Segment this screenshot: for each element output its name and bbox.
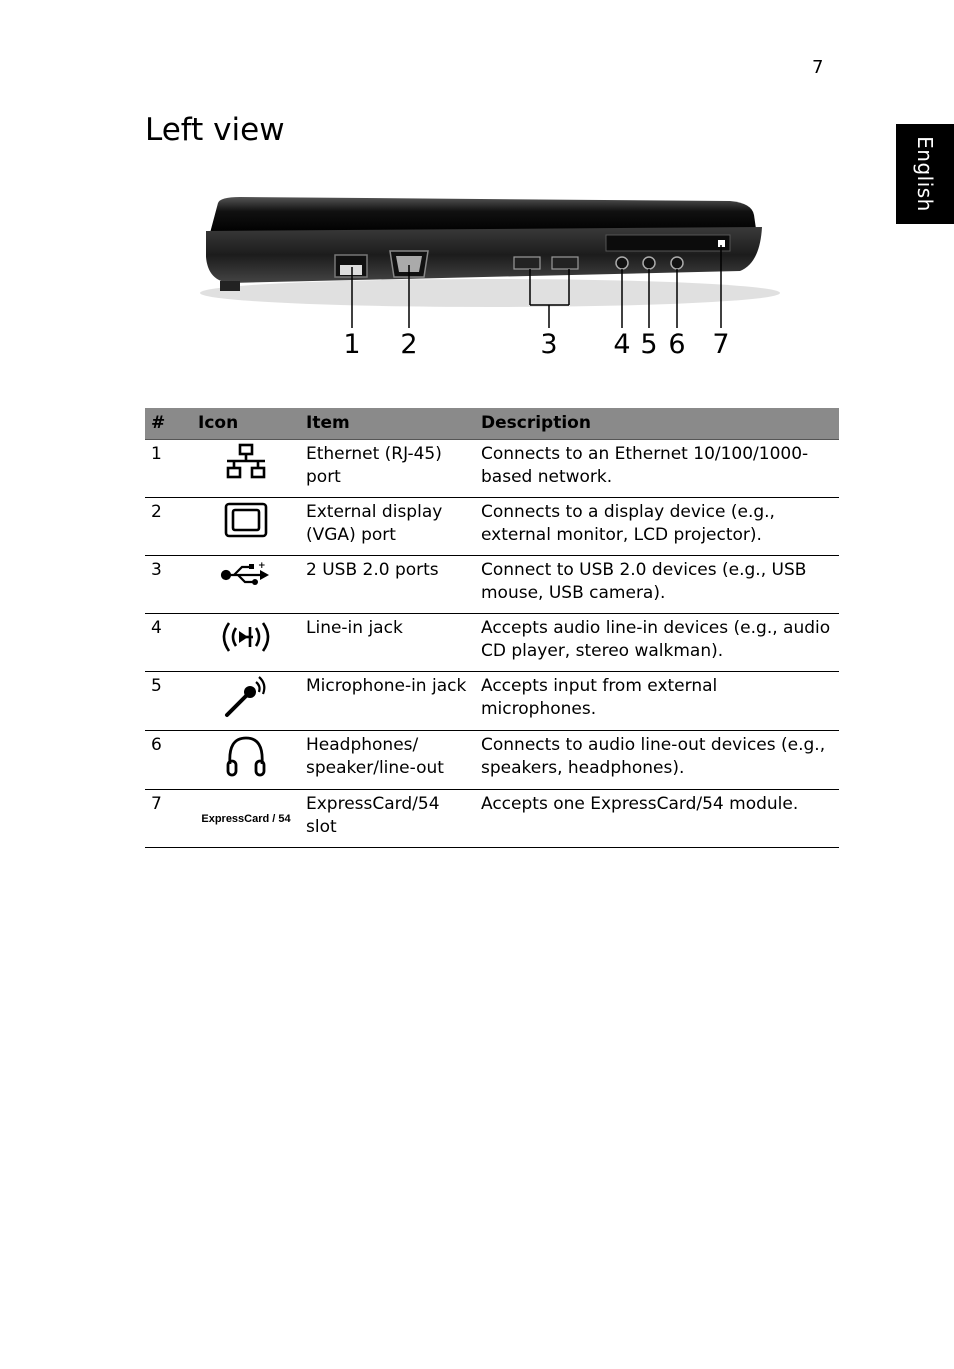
header-icon: Icon <box>192 408 300 440</box>
header-item: Item <box>300 408 475 440</box>
header-number: # <box>145 408 192 440</box>
row-number: 5 <box>145 672 192 731</box>
table-header-row <box>145 408 839 440</box>
row-description: Accepts input from external microphones. <box>475 672 839 731</box>
row-description: Accepts audio line-in devices (e.g., audio CD player, stereo walkman). <box>475 614 839 672</box>
ethernet-icon <box>224 443 268 481</box>
row-item: Ethernet (RJ-45) port <box>300 440 475 498</box>
callout-2: 2 <box>400 329 418 360</box>
expresscard-icon: ExpressCard / 54 <box>201 813 291 825</box>
language-tab-label: English <box>913 136 937 212</box>
page-title: Left view <box>145 112 285 148</box>
language-tab <box>896 124 954 224</box>
table-row <box>145 731 839 790</box>
table-row <box>145 614 839 672</box>
callout-3: 3 <box>540 329 558 360</box>
headphones-icon <box>224 734 268 778</box>
row-number: 6 <box>145 731 192 790</box>
usb-icon <box>220 559 272 589</box>
row-item: External display (VGA) port <box>300 498 475 556</box>
external-display-icon <box>224 501 268 539</box>
line-in-icon <box>219 617 273 657</box>
row-number: 3 <box>145 556 192 614</box>
callout-4: 4 <box>613 329 631 360</box>
header-description: Description <box>475 408 839 440</box>
laptop-illustration <box>190 185 790 370</box>
row-item: 2 USB 2.0 ports <box>300 556 475 614</box>
row-item: ExpressCard/54 slot <box>300 790 475 848</box>
row-description: Connects to an Ethernet 10/100/1000-based network. <box>475 440 839 498</box>
callout-6: 6 <box>668 329 686 360</box>
table-row <box>145 790 839 848</box>
table-row <box>145 440 839 498</box>
row-description: Accepts one ExpressCard/54 module. <box>475 790 839 848</box>
row-description: Connects to a display device (e.g., external monitor, LCD projector). <box>475 498 839 556</box>
microphone-icon <box>222 675 270 719</box>
callout-7: 7 <box>712 329 730 360</box>
row-number: 7 <box>145 790 192 848</box>
page-number: 7 <box>812 57 824 78</box>
table-row <box>145 498 839 556</box>
row-description: Connect to USB 2.0 devices (e.g., USB mouse, USB camera). <box>475 556 839 614</box>
row-item: Line-in jack <box>300 614 475 672</box>
callout-1: 1 <box>343 329 361 360</box>
row-number: 4 <box>145 614 192 672</box>
row-item: Microphone-in jack <box>300 672 475 731</box>
table-row <box>145 556 839 614</box>
row-number: 1 <box>145 440 192 498</box>
table-row <box>145 672 839 731</box>
callout-5: 5 <box>640 329 658 360</box>
svg-text:+: + <box>258 561 266 571</box>
row-number: 2 <box>145 498 192 556</box>
row-item: Headphones/ speaker/line-out <box>300 731 475 790</box>
ports-table <box>145 408 839 848</box>
laptop-left-view-figure <box>190 185 790 370</box>
row-description: Connects to audio line-out devices (e.g., speakers, headphones). <box>475 731 839 790</box>
